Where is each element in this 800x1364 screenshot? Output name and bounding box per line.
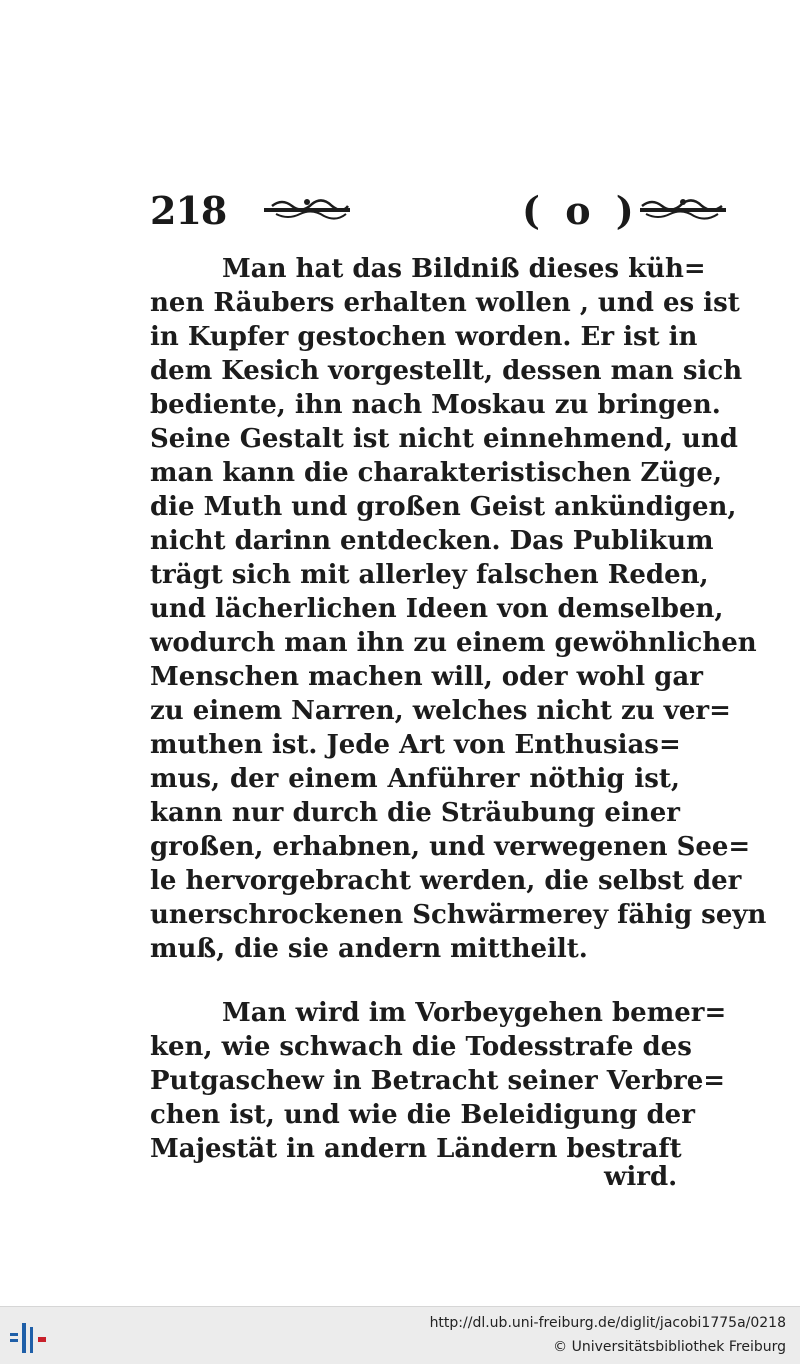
text-line: kann nur durch die Sträubung einer xyxy=(150,798,680,828)
text-line: man kann die charakteristischen Züge, xyxy=(150,458,722,488)
paragraph-2 xyxy=(150,996,727,1166)
page-header xyxy=(150,186,680,236)
header-center-mark: ( o ) xyxy=(522,188,640,233)
text-line: Majestät in andern Ländern bestraft xyxy=(150,1134,682,1164)
text-line: wodurch man ihn zu einem gewöhnlichen xyxy=(150,628,757,658)
text-line: le hervorgebracht werden, die selbst der xyxy=(150,866,742,896)
text-line: und lächerlichen Ideen von demselben, xyxy=(150,594,724,624)
copyright-text: © Universitätsbibliothek Freiburg xyxy=(553,1339,786,1355)
paragraph-gap xyxy=(150,966,680,996)
text-line: dem Kesich vorgestellt, dessen man sich xyxy=(150,356,743,386)
page-body-text xyxy=(150,252,767,1166)
text-line: Man hat das Bildniß dieses küh= xyxy=(222,254,706,284)
text-line: in Kupfer gestochen worden. Er ist in xyxy=(150,322,698,352)
text-line: nen Räubers erhalten wollen , und es ist xyxy=(150,288,740,318)
text-line: die Muth und großen Geist ankündigen, xyxy=(150,492,737,522)
library-logo-icon[interactable] xyxy=(8,1317,48,1357)
text-line: mus, der einem Anführer nöthig ist, xyxy=(150,764,680,794)
paragraph-1 xyxy=(150,252,767,966)
text-line: ken, wie schwach die Todesstrafe des xyxy=(150,1032,692,1062)
page-number: 218 xyxy=(150,188,227,233)
viewer-footer xyxy=(0,1306,800,1364)
ornament-right-icon xyxy=(638,196,728,222)
text-line: chen ist, und wie die Beleidigung der xyxy=(150,1100,695,1130)
text-line: unerschrockenen Schwärmerey fähig seyn xyxy=(150,900,767,930)
catchword: wird. xyxy=(604,1162,678,1192)
text-line: zu einem Narren, welches nicht zu ver= xyxy=(150,696,731,726)
ornament-left-icon xyxy=(262,196,352,222)
text-line: nicht darinn entdecken. Das Publikum xyxy=(150,526,714,556)
text-line: Putgaschew in Betracht seiner Verbre= xyxy=(150,1066,726,1096)
text-line: Menschen machen will, oder wohl gar xyxy=(150,662,703,692)
text-line: Seine Gestalt ist nicht einnehmend, und xyxy=(150,424,738,454)
text-line: Man wird im Vorbeygehen bemer= xyxy=(222,998,727,1028)
text-line: bediente, ihn nach Moskau zu bringen. xyxy=(150,390,721,420)
text-line: trägt sich mit allerley falschen Reden, xyxy=(150,560,709,590)
text-line: großen, erhabnen, und verwegenen See= xyxy=(150,832,751,862)
document-url-link[interactable]: http://dl.ub.uni-freiburg.de/diglit/jacobi1775a/0218 xyxy=(429,1315,786,1331)
text-line: muthen ist. Jede Art von Enthusias= xyxy=(150,730,681,760)
text-line: muß, die sie andern mittheilt. xyxy=(150,934,588,964)
